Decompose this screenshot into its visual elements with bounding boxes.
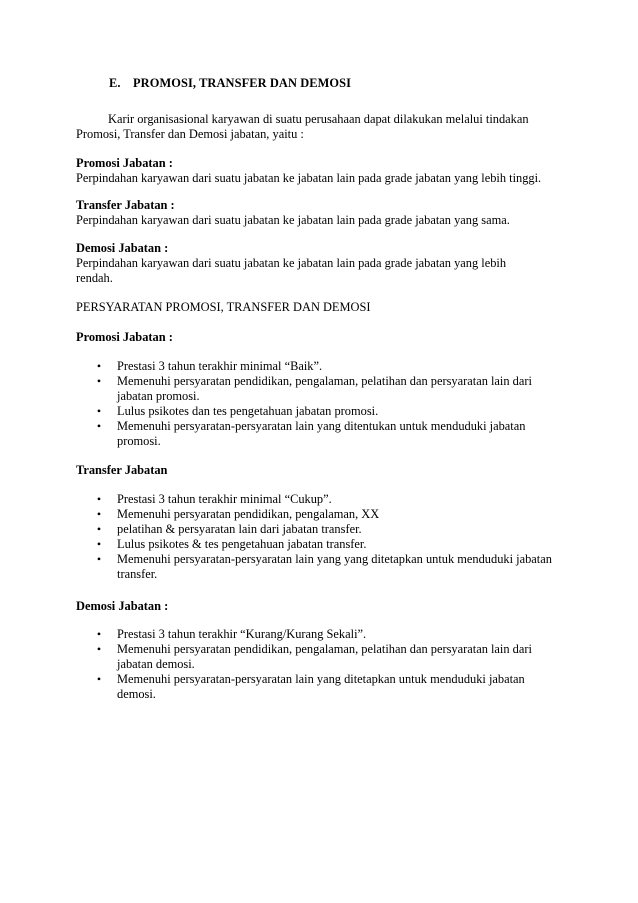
- bullet-icon: •: [96, 627, 102, 641]
- list-item-text: Prestasi 3 tahun terakhir minimal “Baik”.: [117, 359, 323, 373]
- section-title: PROMOSI, TRANSFER DAN DEMOSI: [133, 76, 352, 90]
- bullet-icon: •: [96, 537, 102, 551]
- list-item: [94, 642, 564, 672]
- definition-transfer: [76, 198, 566, 228]
- list-item-text: Lulus psikotes & tes pengetahuan jabatan transfer.: [117, 537, 367, 551]
- list-item-text: Prestasi 3 tahun terakhir “Kurang/Kurang Sekali”.: [117, 627, 367, 641]
- bullet-icon: •: [96, 552, 102, 566]
- definition-demosi: [76, 241, 536, 286]
- definition-text: Perpindahan karyawan dari suatu jabatan ke jabatan lain pada grade jabatan yang sama.: [76, 213, 510, 227]
- bullet-icon: •: [96, 522, 102, 536]
- requirements-list-demosi: [94, 627, 564, 702]
- definition-term: Transfer Jabatan :: [76, 198, 175, 212]
- list-item-text: Memenuhi persyaratan pendidikan, pengalaman, XX: [117, 507, 380, 521]
- bullet-icon: •: [96, 507, 102, 521]
- definition-term: Demosi Jabatan :: [76, 241, 169, 255]
- list-item-text: Prestasi 3 tahun terakhir minimal “Cukup”.: [117, 492, 332, 506]
- requirements-title: PERSYARATAN PROMOSI, TRANSFER DAN DEMOSI: [76, 300, 371, 314]
- list-item: [94, 374, 564, 404]
- list-item-text: Memenuhi persyaratan-persyaratan lain yang yang ditetapkan untuk menduduki jabatan transfer.: [117, 552, 552, 581]
- definition-text: Perpindahan karyawan dari suatu jabatan ke jabatan lain pada grade jabatan yang lebih tinggi.: [76, 171, 542, 185]
- section-number: E.: [109, 76, 121, 90]
- list-item: [94, 672, 564, 702]
- requirements-heading-transfer: Transfer Jabatan: [76, 463, 168, 477]
- list-item: [94, 627, 564, 642]
- list-item-text: pelatihan & persyaratan lain dari jabatan transfer.: [117, 522, 362, 536]
- list-item-text: Memenuhi persyaratan-persyaratan lain yang ditetapkan untuk menduduki jabatan demosi.: [117, 672, 525, 701]
- bullet-icon: •: [96, 642, 102, 656]
- list-item: [94, 419, 564, 449]
- bullet-icon: •: [96, 492, 102, 506]
- list-item-text: Memenuhi persyaratan-persyaratan lain yang ditentukan untuk menduduki jabatan promosi.: [117, 419, 526, 448]
- list-item: [94, 404, 564, 419]
- list-item: [94, 537, 564, 552]
- bullet-icon: •: [96, 404, 102, 418]
- intro-paragraph: Karir organisasional karyawan di suatu perusahaan dapat dilakukan melalui tindakan Promosi, Transfer dan Demosi jabatan, yaitu :: [76, 112, 529, 141]
- list-item: [94, 507, 564, 522]
- list-item-text: Memenuhi persyaratan pendidikan, pengalaman, pelatihan dan persyaratan lain dari jabatan promosi.: [117, 374, 532, 403]
- list-item: [94, 522, 564, 537]
- definition-promosi: [76, 156, 566, 186]
- list-item: [94, 492, 564, 507]
- section-heading: [109, 76, 351, 91]
- bullet-icon: •: [96, 419, 102, 433]
- bullet-icon: •: [96, 672, 102, 686]
- bullet-icon: •: [96, 359, 102, 373]
- requirements-heading-promosi: Promosi Jabatan :: [76, 330, 173, 344]
- requirements-list-transfer: [94, 492, 564, 582]
- requirements-list-promosi: [94, 359, 564, 449]
- list-item: [94, 552, 564, 582]
- list-item: [94, 359, 564, 374]
- definition-term: Promosi Jabatan :: [76, 156, 173, 170]
- list-item-text: Memenuhi persyaratan pendidikan, pengalaman, pelatihan dan persyaratan lain dari jabatan demosi.: [117, 642, 532, 671]
- list-item-text: Lulus psikotes dan tes pengetahuan jabatan promosi.: [117, 404, 379, 418]
- bullet-icon: •: [96, 374, 102, 388]
- requirements-heading-demosi: Demosi Jabatan :: [76, 599, 169, 613]
- definition-text: Perpindahan karyawan dari suatu jabatan ke jabatan lain pada grade jabatan yang lebih rendah.: [76, 256, 507, 285]
